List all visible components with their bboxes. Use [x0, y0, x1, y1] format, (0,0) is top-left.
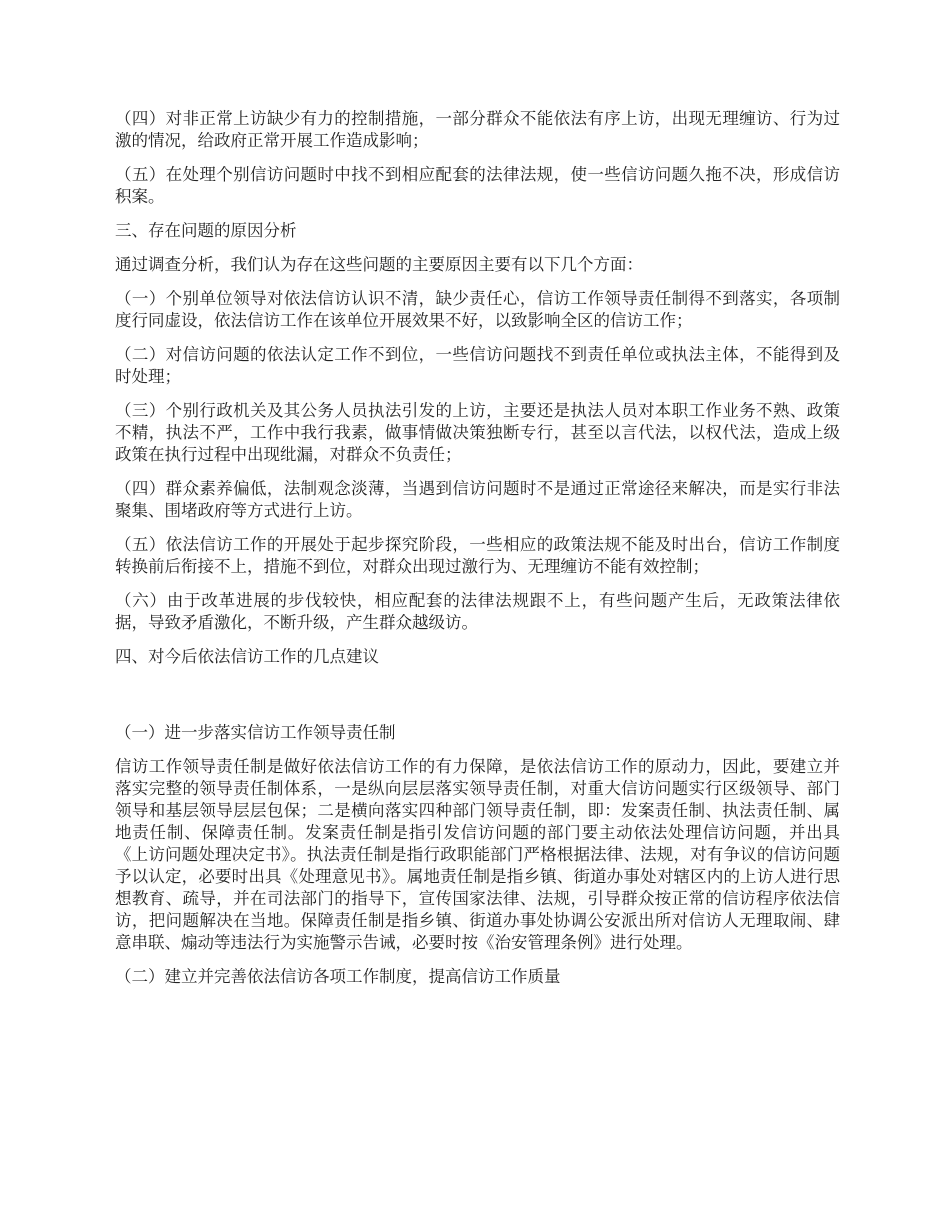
document-body: [115, 108, 840, 1000]
subheading-suggestion-1: （一）进一步落实信访工作领导责任制: [115, 723, 396, 742]
paragraph-leadership-responsibility: 信访工作领导责任制是做好依法信访工作的有力保障，是依法信访工作的原动力，因此，要建立并落实完整的领导责任制体系，一是纵向层层落实领导责任制，对重大信访问题实行区级领导、部门领导和基层领导层层包保；二是横向落实四种部门领导责任制，即：发案责任制、执法责任制、属地责任制、保障责任制。发案责任制是指引发信访问题的部门要主动依法处理信访问题，并出具《上访问题处理决定书》。执法责任制是指行政职能部门严格根据法律、法规，对有争议的信访问题予以认定，必要时出具《处理意见书》。属地责任制是指乡镇、街道办事处对辖区内的上访人进行思想教育、疏导，并在司法部门的指导下，宣传国家法律、法规，引导群众按正常的信访程序依法信访，把问题解决在当地。保障责任制是指乡镇、街道办事处协调公安派出所对信访人无理取闹、肆意串联、煽动等违法行为实施警示告诫，必要时按《治安管理条例》进行处理。: [115, 757, 840, 952]
subheading-suggestion-2: （二）建立并完善依法信访各项工作制度，提高信访工作质量: [115, 967, 561, 986]
paragraph-cause-1: （一）个别单位领导对依法信访认识不清，缺少责任心，信访工作领导责任制得不到落实，各项制度行同虚设，依法信访工作在该单位开展效果不好，以致影响全区的信访工作；: [115, 289, 840, 330]
section-heading-4-suggestions: 四、对今后依法信访工作的几点建议: [115, 647, 379, 666]
paragraph-cause-4: （四）群众素养偏低，法制观念淡薄，当遇到信访问题时不是通过正常途径来解决，而是实行非法聚集、围堵政府等方式进行上访。: [115, 479, 840, 520]
paragraph-cause-3: （三）个别行政机关及其公务人员执法引发的上访，主要还是执法人员对本职工作业务不熟、政策不精，执法不严，工作中我行我素，做事情做决策独断专行，甚至以言代法，以权代法，造成上级政策在执行过程中出现纰漏，对群众不负责任；: [115, 401, 840, 464]
section-heading-3-cause-analysis: 三、存在问题的原因分析: [115, 221, 297, 240]
paragraph-5-no-matching-laws: （五）在处理个别信访问题时中找不到相应配套的法律法规，使一些信访问题久拖不决，形成信访积案。: [115, 165, 840, 206]
paragraph-cause-2: （二）对信访问题的依法认定工作不到位，一些信访问题找不到责任单位或执法主体，不能得到及时处理；: [115, 345, 840, 386]
paragraph-analysis-intro: 通过调查分析，我们认为存在这些问题的主要原因主要有以下几个方面：: [115, 255, 643, 274]
paragraph-cause-6: （六）由于改革进展的步伐较快，相应配套的法律法规跟不上，有些问题产生后，无政策法律依据，导致矛盾激化，不断升级，产生群众越级访。: [115, 591, 840, 632]
paragraph-cause-5: （五）依法信访工作的开展处于起步探究阶段，一些相应的政策法规不能及时出台，信访工作制度转换前后衔接不上，措施不到位，对群众出现过激行为、无理缠访不能有效控制；: [115, 535, 840, 576]
paragraph-4-uncontrolled-petitions: （四）对非正常上访缺少有力的控制措施，一部分群众不能依法有序上访，出现无理缠访、行为过激的情况，给政府正常开展工作造成影响；: [115, 109, 840, 150]
